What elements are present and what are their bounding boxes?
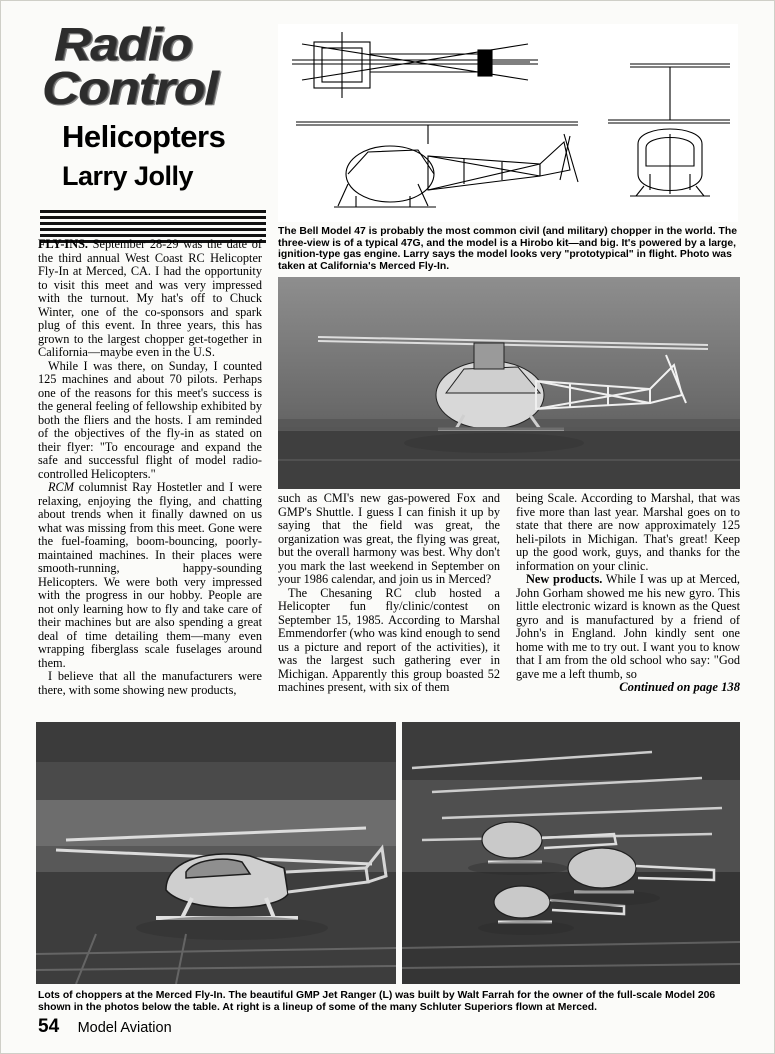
- masthead: [38, 18, 278, 212]
- body-column-1: [38, 238, 262, 697]
- three-view-drawing: [278, 24, 738, 222]
- photo-schluter-superior-lineup: [402, 722, 740, 984]
- caption-top: The Bell Model 47 is probably the most common civil (and military) chopper in the world. The three-view is of a typical 47G, and the model is a Hirobo kit—and big. It's powered by a large, ignition-type gas engine. Larry says the model looks very "prototypical" in flight. Photo was taken at California's Merced Fly-In.: [278, 226, 737, 272]
- continued-note: Continued on page 138: [619, 680, 740, 694]
- masthead-author: Larry Jolly: [62, 161, 194, 191]
- paragraph: such as CMI's new gas-powered Fox and GMP's Shuttle. I guess I can finish it up by saying that the field was great, the organization was great, the flying was great, but the overall harmony was best. Why don't you mark the last weekend in September on your 1986 calendar, and join us in Merced?: [278, 491, 500, 586]
- magazine-name: Model Aviation: [77, 1020, 172, 1036]
- masthead-line-control: Control: [42, 62, 218, 114]
- caption-bottom: Lots of choppers at the Merced Fly-In. The beautiful GMP Jet Ranger (L) was built by Walt Farrah for the owner of the full-scale Model 206 shown in the photos below the table. At right is a lineup of some of the many Schluter Superiors flown at Merced.: [38, 990, 716, 1013]
- photo-bell-model-47: [278, 277, 740, 489]
- body-column-3: [516, 492, 740, 695]
- masthead-line-radio: Radio: [54, 18, 192, 70]
- paragraph: being Scale. According to Marshal, that was five more than last year. Marshal goes on to state that there are now approximately 125 heli-pilots in Michigan. That's great! Keep up the good work, guys, and thanks for the information on your clinic.: [516, 491, 740, 573]
- page-footer: [38, 1016, 438, 1038]
- paragraph: RCM columnist Ray Hostetler and I were relaxing, enjoying the flying, and chatting about trends when it finally dawned on us what was missing from this meet. Gone were the fuel-foaming, boom-bouncing, poorly-maintained machines. In their places were smooth-running, happy-sounding Helicopters. We were both very impressed with the progress in our hobby. People are not only learning how to fly and take care of their machines but are also spending a great deal of time detailing them—many even wrapping fiberglass scale fuselages around them.: [38, 480, 262, 670]
- paragraph: While I was there, on Sunday, I counted 125 machines and about 70 pilots. Perhaps one of the reasons for this meet's success is the general feeling of fellowship exhibited by both the fliers and the hosts. I am reminded of the objectives of the fly-in as stated on their flyer: "To encourage and expand the safe and successful flight of model radio-controlled Helicopters.": [38, 358, 263, 481]
- paragraph: New products. While I was up at Merced, John Gorham showed me his new gyro. This little electronic wizard is known as the Quest gyro and is manufactured by a friend of John's in England. John kindly sent one home with me to try out. I want you to know that I am from the old school who say: "God gave me a left thumb, so: [516, 572, 740, 681]
- masthead-subtitle: Helicopters: [62, 119, 226, 154]
- paragraph: FLY-INS. September 28-29 was the date of the third annual West Coast RC Helicopter Fly-In at Merced, CA. I had the opportunity to visit this meet and was very impressed with the turnout. My hat's off to Chuck Winter, one of the co-sponsors and spark plug of this event. In three years, this has grown to the largest chopper get-together in California—maybe even in the U.S.: [38, 237, 262, 359]
- paragraph: The Chesaning RC club hosted a Helicopter fun fly/clinic/contest on September 15, 1985. According to Marshal Emmendorfer (who was kind enough to send us a picture and report of the activities), it was the largest such gathering ever in Michigan. Apparently this group boasted 52 machines present, with six of them: [278, 585, 500, 694]
- body-column-2: [278, 492, 500, 695]
- paragraph: I believe that all the manufacturers were there, with some showing new products,: [38, 669, 262, 697]
- page-number: 54: [38, 1016, 60, 1037]
- photo-gmp-jet-ranger: [36, 722, 396, 984]
